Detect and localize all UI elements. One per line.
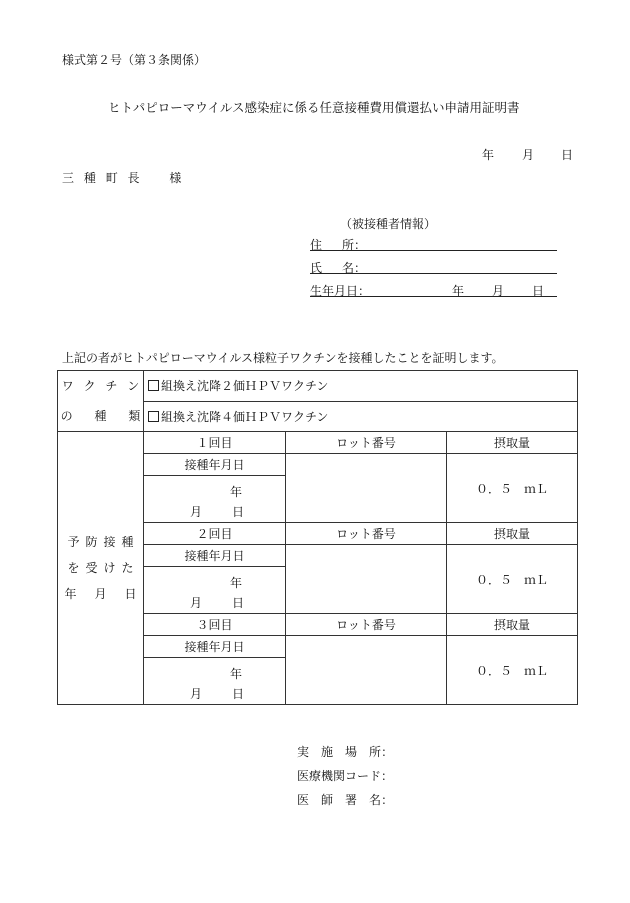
form-number: 様式第２号（第３条関係） [62, 53, 207, 67]
vaccine-type-label: ワ ク チ ン の 種 類 [58, 371, 144, 432]
insured-info-heading: （被接種者情報） [340, 217, 437, 231]
date-year-label: 年 [482, 148, 495, 162]
dose-1-date-cell[interactable]: 年 月 日 [144, 476, 286, 523]
checkbox-icon[interactable] [148, 411, 159, 422]
dose-date-label: 接種年月日 [144, 545, 286, 567]
addressee-char: 長 [127, 171, 140, 185]
dose-1-lot-number-cell[interactable] [286, 454, 447, 523]
dose-date-label: 接種年月日 [144, 454, 286, 476]
dose-3-date-cell[interactable]: 年 月 日 [144, 658, 286, 705]
checkbox-icon[interactable] [148, 380, 159, 391]
name-field-line[interactable] [310, 273, 557, 274]
addressee-char: 種 [83, 171, 96, 185]
birth-month-label: 月 [492, 284, 505, 298]
dosage-header: 摂取量 [447, 432, 578, 454]
dosage-header: 摂取量 [447, 523, 578, 545]
birthdate-field-line[interactable] [310, 296, 557, 297]
dose-2-lot-number-cell[interactable] [286, 545, 447, 614]
lot-number-header: ロット番号 [286, 614, 447, 636]
birth-day-label: 日 [532, 284, 545, 298]
address-field-label: 住 所： [310, 238, 367, 252]
certification-statement: 上記の者がヒトパピローマウイルス様粒子ワクチンを接種したことを証明します。 [62, 351, 504, 365]
dose-3-lot-number-cell[interactable] [286, 636, 447, 705]
addressee-char: 町 [105, 171, 118, 185]
dose-2-amount: ０．５ ｍＬ [447, 545, 578, 614]
facility-location-label: 実 施 場 所： [297, 745, 394, 759]
vaccine-option-quadrivalent[interactable]: 組換え沈降４価ＨＰＶワクチン [144, 401, 578, 432]
dose-1-label: １回目 [144, 432, 286, 454]
dose-3-label: ３回目 [144, 614, 286, 636]
medical-institution-code-label: 医療機関コード： [297, 769, 394, 783]
dosage-header: 摂取量 [447, 614, 578, 636]
vaccination-certificate-table [57, 370, 578, 705]
birthdate-field-label: 生年月日： [310, 284, 371, 298]
dose-date-label: 接種年月日 [144, 636, 286, 658]
addressee-honorific: 様 [169, 171, 182, 185]
doctor-signature-label: 医 師 署 名： [297, 793, 394, 807]
address-field-line[interactable] [310, 250, 557, 251]
vaccine-option-bivalent[interactable]: 組換え沈降２価ＨＰＶワクチン [144, 371, 578, 402]
vaccination-date-label: 予 防 接 種 を 受 け た 年 月 日 [58, 432, 144, 705]
lot-number-header: ロット番号 [286, 523, 447, 545]
date-month-label: 月 [522, 148, 535, 162]
birth-year-label: 年 [452, 284, 465, 298]
addressee [62, 169, 181, 186]
dose-2-date-cell[interactable]: 年 月 日 [144, 567, 286, 614]
document-title: ヒトパピローマウイルス感染症に係る任意接種費用償還払い申請用証明書 [108, 100, 520, 115]
dose-2-label: ２回目 [144, 523, 286, 545]
addressee-char: 三 [62, 171, 75, 185]
date-day-label: 日 [561, 148, 574, 162]
dose-3-amount: ０．５ ｍＬ [447, 636, 578, 705]
dose-1-amount: ０．５ ｍＬ [447, 454, 578, 523]
lot-number-header: ロット番号 [286, 432, 447, 454]
name-field-label: 氏 名： [310, 261, 367, 275]
